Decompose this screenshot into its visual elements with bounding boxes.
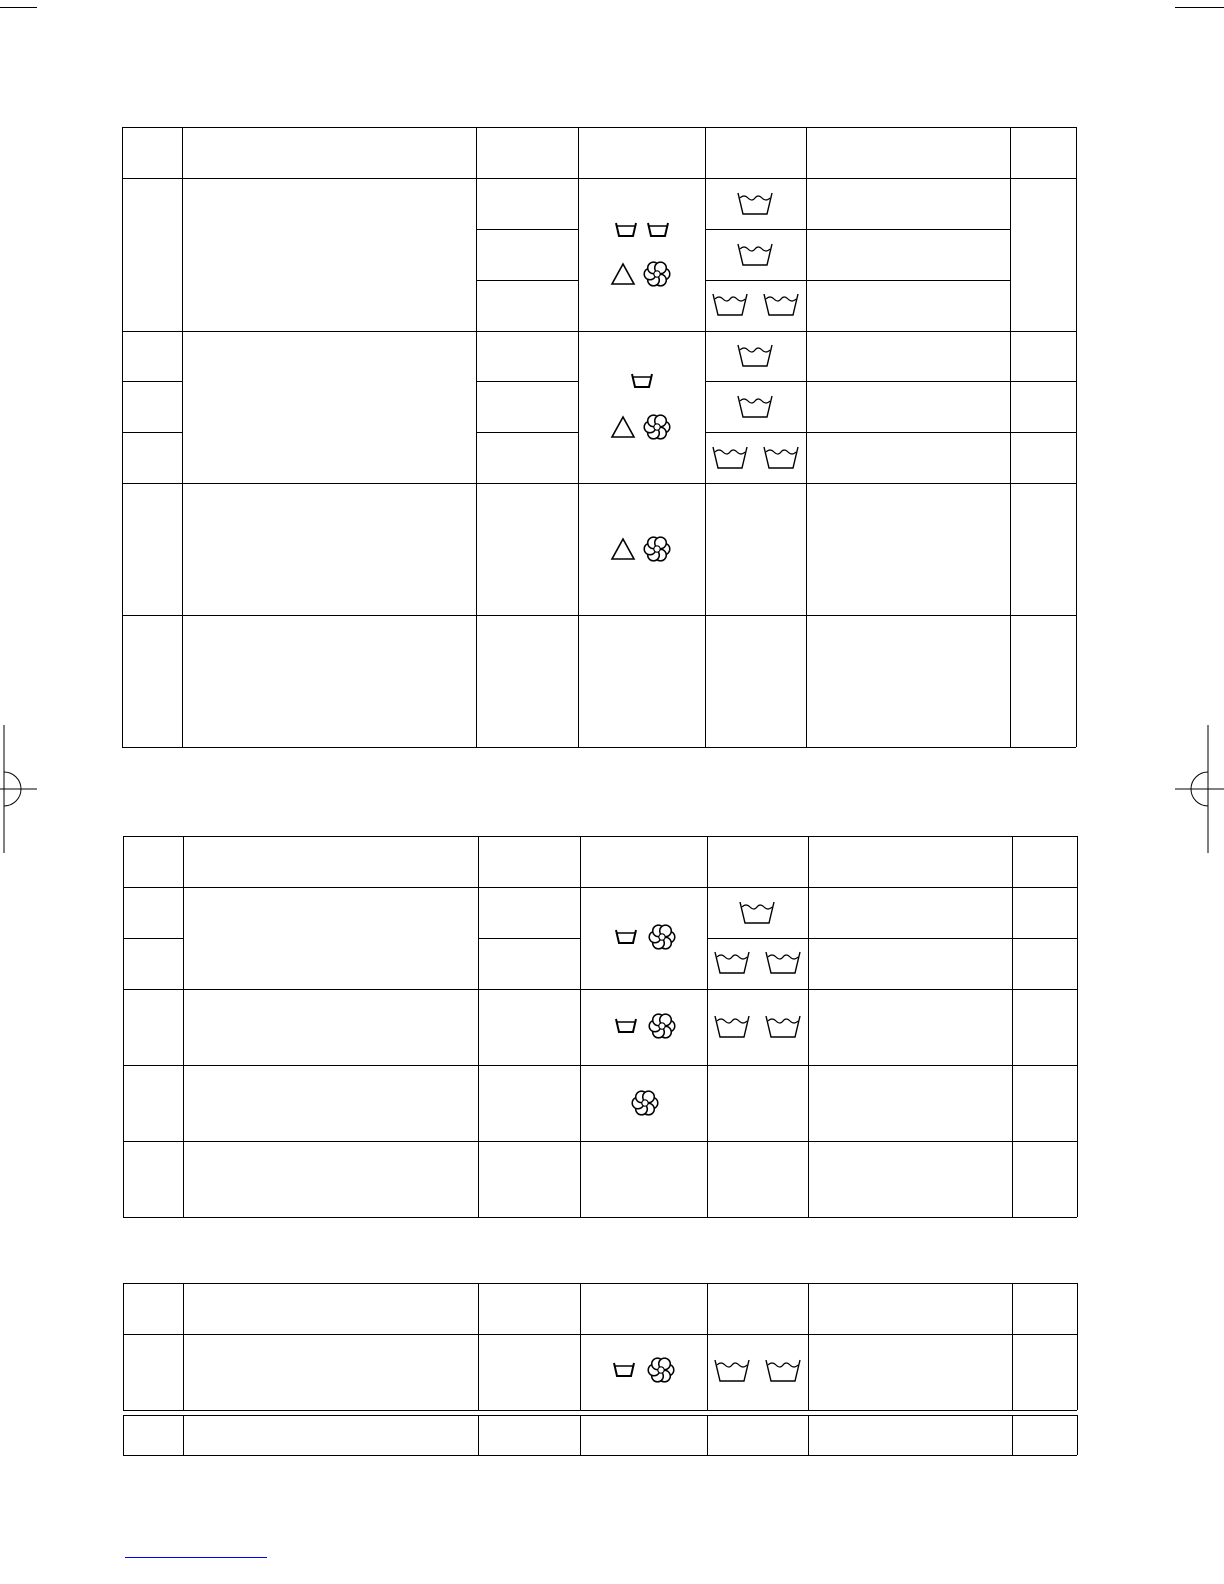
table4-col-3 <box>580 1415 581 1455</box>
table4-border-left <box>123 1415 124 1455</box>
table4-col-1 <box>183 1415 184 1455</box>
table4-border-top <box>123 1415 1077 1416</box>
table4-col-2 <box>478 1415 479 1455</box>
footer-rule <box>125 1557 267 1558</box>
table4-col-5 <box>808 1415 809 1455</box>
table4-col-6 <box>1012 1415 1013 1455</box>
table4-col-4 <box>707 1415 708 1455</box>
table4-border-right <box>1077 1415 1078 1455</box>
table4-border-bottom <box>123 1455 1077 1456</box>
